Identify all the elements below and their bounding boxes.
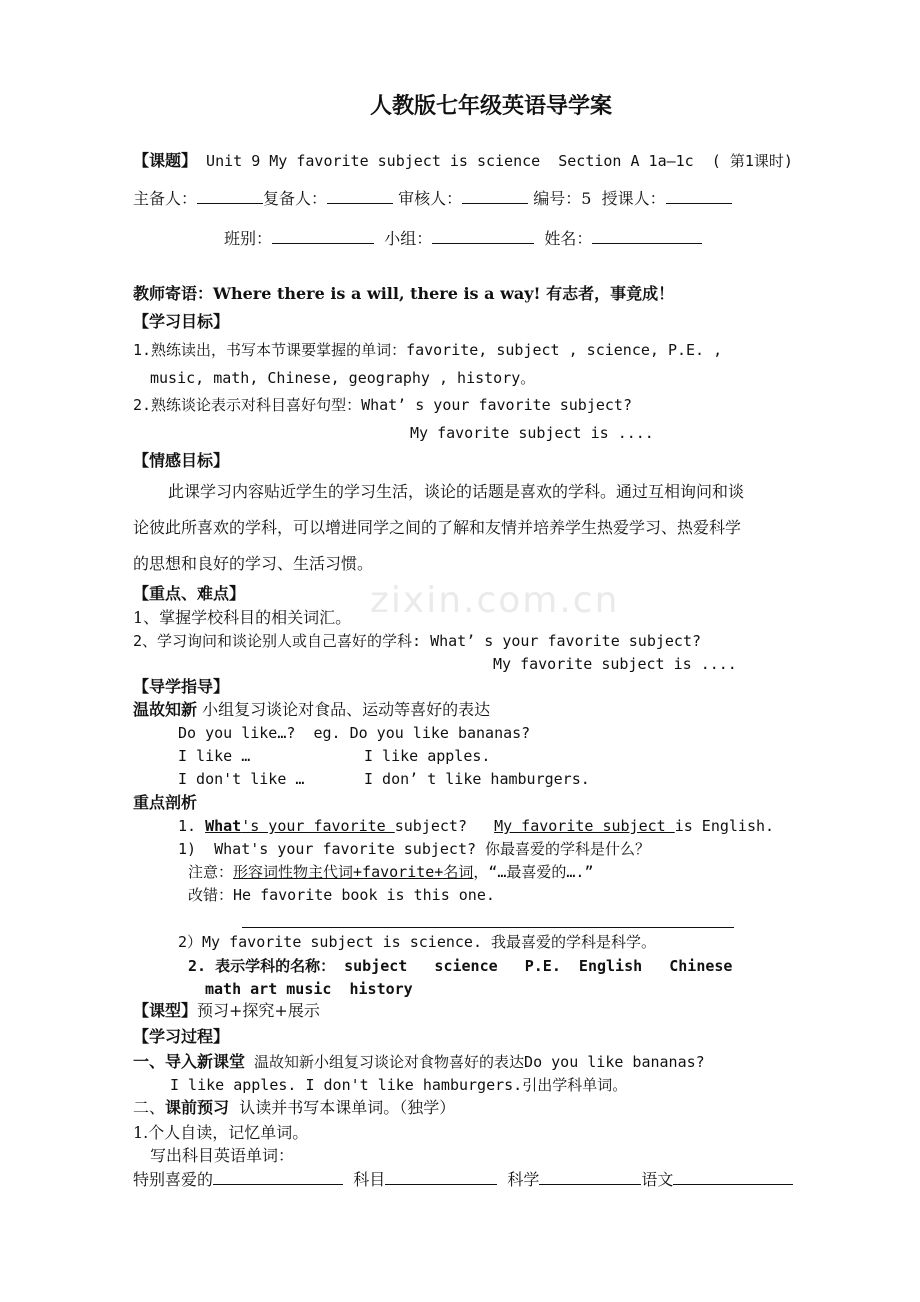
review-line: 温故知新 小组复习谈论对食品、运动等喜好的表达 — [133, 700, 491, 719]
type-line: 【课型】预习+探究+展示 — [133, 1001, 320, 1020]
blank-science[interactable] — [539, 1170, 641, 1185]
guide-heading: 【导学指导】 — [133, 677, 230, 696]
goal-2b: My favorite subject is .... — [410, 424, 654, 442]
word-blanks: 特别喜爱的 科目 科学 语文 — [133, 1169, 793, 1191]
step-1: 一、导入新课堂 温故知新小组复习谈论对食物喜好的表达Do you like bananas? — [133, 1052, 705, 1071]
emotion-heading: 【情感目标】 — [133, 451, 230, 470]
key-3: My favorite subject is .... — [493, 655, 737, 673]
analysis-1: 1. What's your favorite subject? My favorite subject is English. — [178, 817, 775, 835]
analysis-3: 2）My favorite subject is science. 我最喜爱的学科是科学。 — [178, 933, 657, 951]
blank-subject[interactable] — [385, 1170, 497, 1185]
review-1: Do you like…? eg. Do you like bananas? — [178, 724, 531, 742]
emotion-p1: 此课学习内容贴近学生的学习生活，谈论的话题是喜欢的学科。通过互相询问和谈 — [168, 482, 745, 501]
topic-line: 【课题】 Unit 9 My favorite subject is science Section A 1a—1c ( 第1课时) — [133, 151, 793, 170]
analysis-2: 1) What's your favorite subject? 你最喜爱的学科是什么？ — [178, 840, 651, 858]
student-line: 班别： 小组： 姓名： — [224, 228, 702, 250]
step-3: 1.个人自读，记忆单词。 — [133, 1123, 309, 1142]
step-4: 写出科目英语单词： — [150, 1146, 295, 1165]
goal-1a: 1.熟练读出，书写本节课要掌握的单词：favorite, subject , science, P.E. , — [133, 341, 723, 359]
key-heading: 【重点、难点】 — [133, 584, 246, 603]
review-2b: I like apples. — [364, 747, 491, 765]
key-1: 1、掌握学校科目的相关词汇。 — [133, 608, 352, 627]
page-title: 人教版七年级英语导学案 — [370, 94, 613, 119]
review-3b: I don’ t like hamburgers. — [364, 770, 590, 788]
goal-2a: 2.熟练谈论表示对科目喜好句型：What’ s your favorite subject? — [133, 396, 632, 414]
process-heading: 【学习过程】 — [133, 1027, 230, 1046]
analysis-heading: 重点剖析 — [133, 793, 198, 812]
teacher-motto: 教师寄语：Where there is a will, there is a way! 有志者，事竟成！ — [133, 284, 675, 303]
key-2: 2、学习询问和谈论别人或自己喜好的学科: What’ s your favorite subject? — [133, 632, 702, 650]
fix-line: 改错：He favorite book is this one. — [188, 886, 495, 904]
blank-favorite[interactable] — [213, 1170, 343, 1185]
review-2a: I like … — [178, 747, 251, 765]
analysis-4: 2. 表示学科的名称： subject science P.E. English Chinese — [188, 957, 733, 975]
review-3a: I don't like … — [178, 770, 305, 788]
emotion-p2: 论彼此所喜欢的学科，可以增进同学之间的了解和友情并培养学生热爱学习、热爱科学 — [133, 518, 742, 537]
blank-chinese[interactable] — [673, 1170, 793, 1185]
step-2: 二、课前预习 认读并书写本课单词。（独学） — [133, 1098, 456, 1117]
goals-heading: 【学习目标】 — [133, 312, 230, 331]
note-line: 注意：形容词性物主代词+favorite+名词，“…最喜爱的….” — [188, 863, 594, 881]
step-1b: I like apples. I don't like hamburgers.引出学科单词。 — [170, 1076, 628, 1094]
staff-line: 主备人： 复备人： 审核人： 编号：5 授课人： — [133, 188, 732, 210]
goal-1b: music, math, Chinese, geography , history。 — [150, 369, 536, 387]
analysis-5: math art music history — [205, 980, 413, 998]
answer-line[interactable] — [242, 927, 734, 928]
watermark: zixin.com.cn — [370, 580, 620, 621]
emotion-p3: 的思想和良好的学习、生活习惯。 — [133, 554, 374, 573]
